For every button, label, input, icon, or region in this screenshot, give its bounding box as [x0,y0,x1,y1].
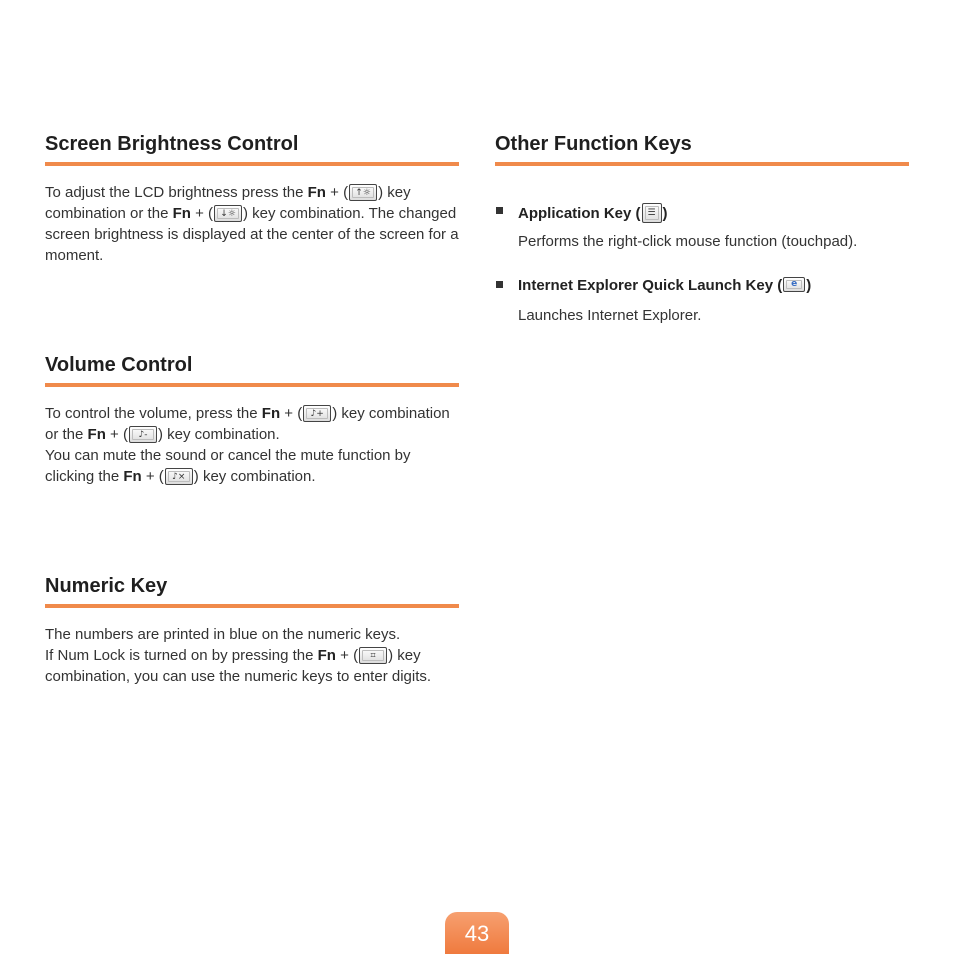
volume-text: To control the volume, press the Fn + ( ♪+ ) key combination or the Fn + ( ♪- ) key combination. You can mute the sound or cancel the mute function by clicking the Fn + ( ♪× ) key combination. [45,405,450,485]
brightness-up-key-icon: ↑☼ [349,184,377,201]
application-key-title: Application Key ( [518,205,641,222]
application-key-item: Application Key ( ☰ ) Performs the right-click mouse function (touchpad). [496,203,896,253]
numeric-heading: Numeric Key [45,575,459,608]
volume-heading: Volume Control [45,354,459,387]
application-key-icon: ☰ [642,203,662,223]
mute-key-icon: ♪× [165,468,193,485]
brightness-section [45,133,459,266]
page-number: 43 [445,912,509,954]
ie-key-title: Internet Explorer Quick Launch Key ( [518,277,783,294]
other-keys-heading: Other Function Keys [495,133,909,166]
numeric-section [45,575,465,687]
bullet-icon [496,281,503,288]
internet-explorer-key-icon: e [783,277,805,292]
brightness-down-key-icon: ↓☼ [214,205,242,222]
application-key-desc: Performs the right-click mouse function (touchpad). [518,233,858,250]
ie-key-item: Internet Explorer Quick Launch Key ( e ) Launches Internet Explorer. [496,277,896,327]
num-lock-key-icon: ⌗ [359,647,387,664]
brightness-heading: Screen Brightness Control [45,133,459,166]
volume-down-key-icon: ♪- [129,426,157,443]
brightness-text: To adjust the LCD brightness press the Fn + ( ↑☼ ) key combination or the Fn + ( ↓☼ ) key combination. The changed screen brightness is displayed at the center of the screen for a moment. [45,184,459,264]
other-keys-section [495,133,909,166]
volume-section [45,354,459,487]
ie-key-desc: Launches Internet Explorer. [518,307,702,324]
bullet-icon [496,207,503,214]
volume-up-key-icon: ♪+ [303,405,331,422]
numeric-text: The numbers are printed in blue on the numeric keys. If Num Lock is turned on by pressing the Fn + ( ⌗ ) key combination, you can use the numeric keys to enter digits. [45,626,432,685]
